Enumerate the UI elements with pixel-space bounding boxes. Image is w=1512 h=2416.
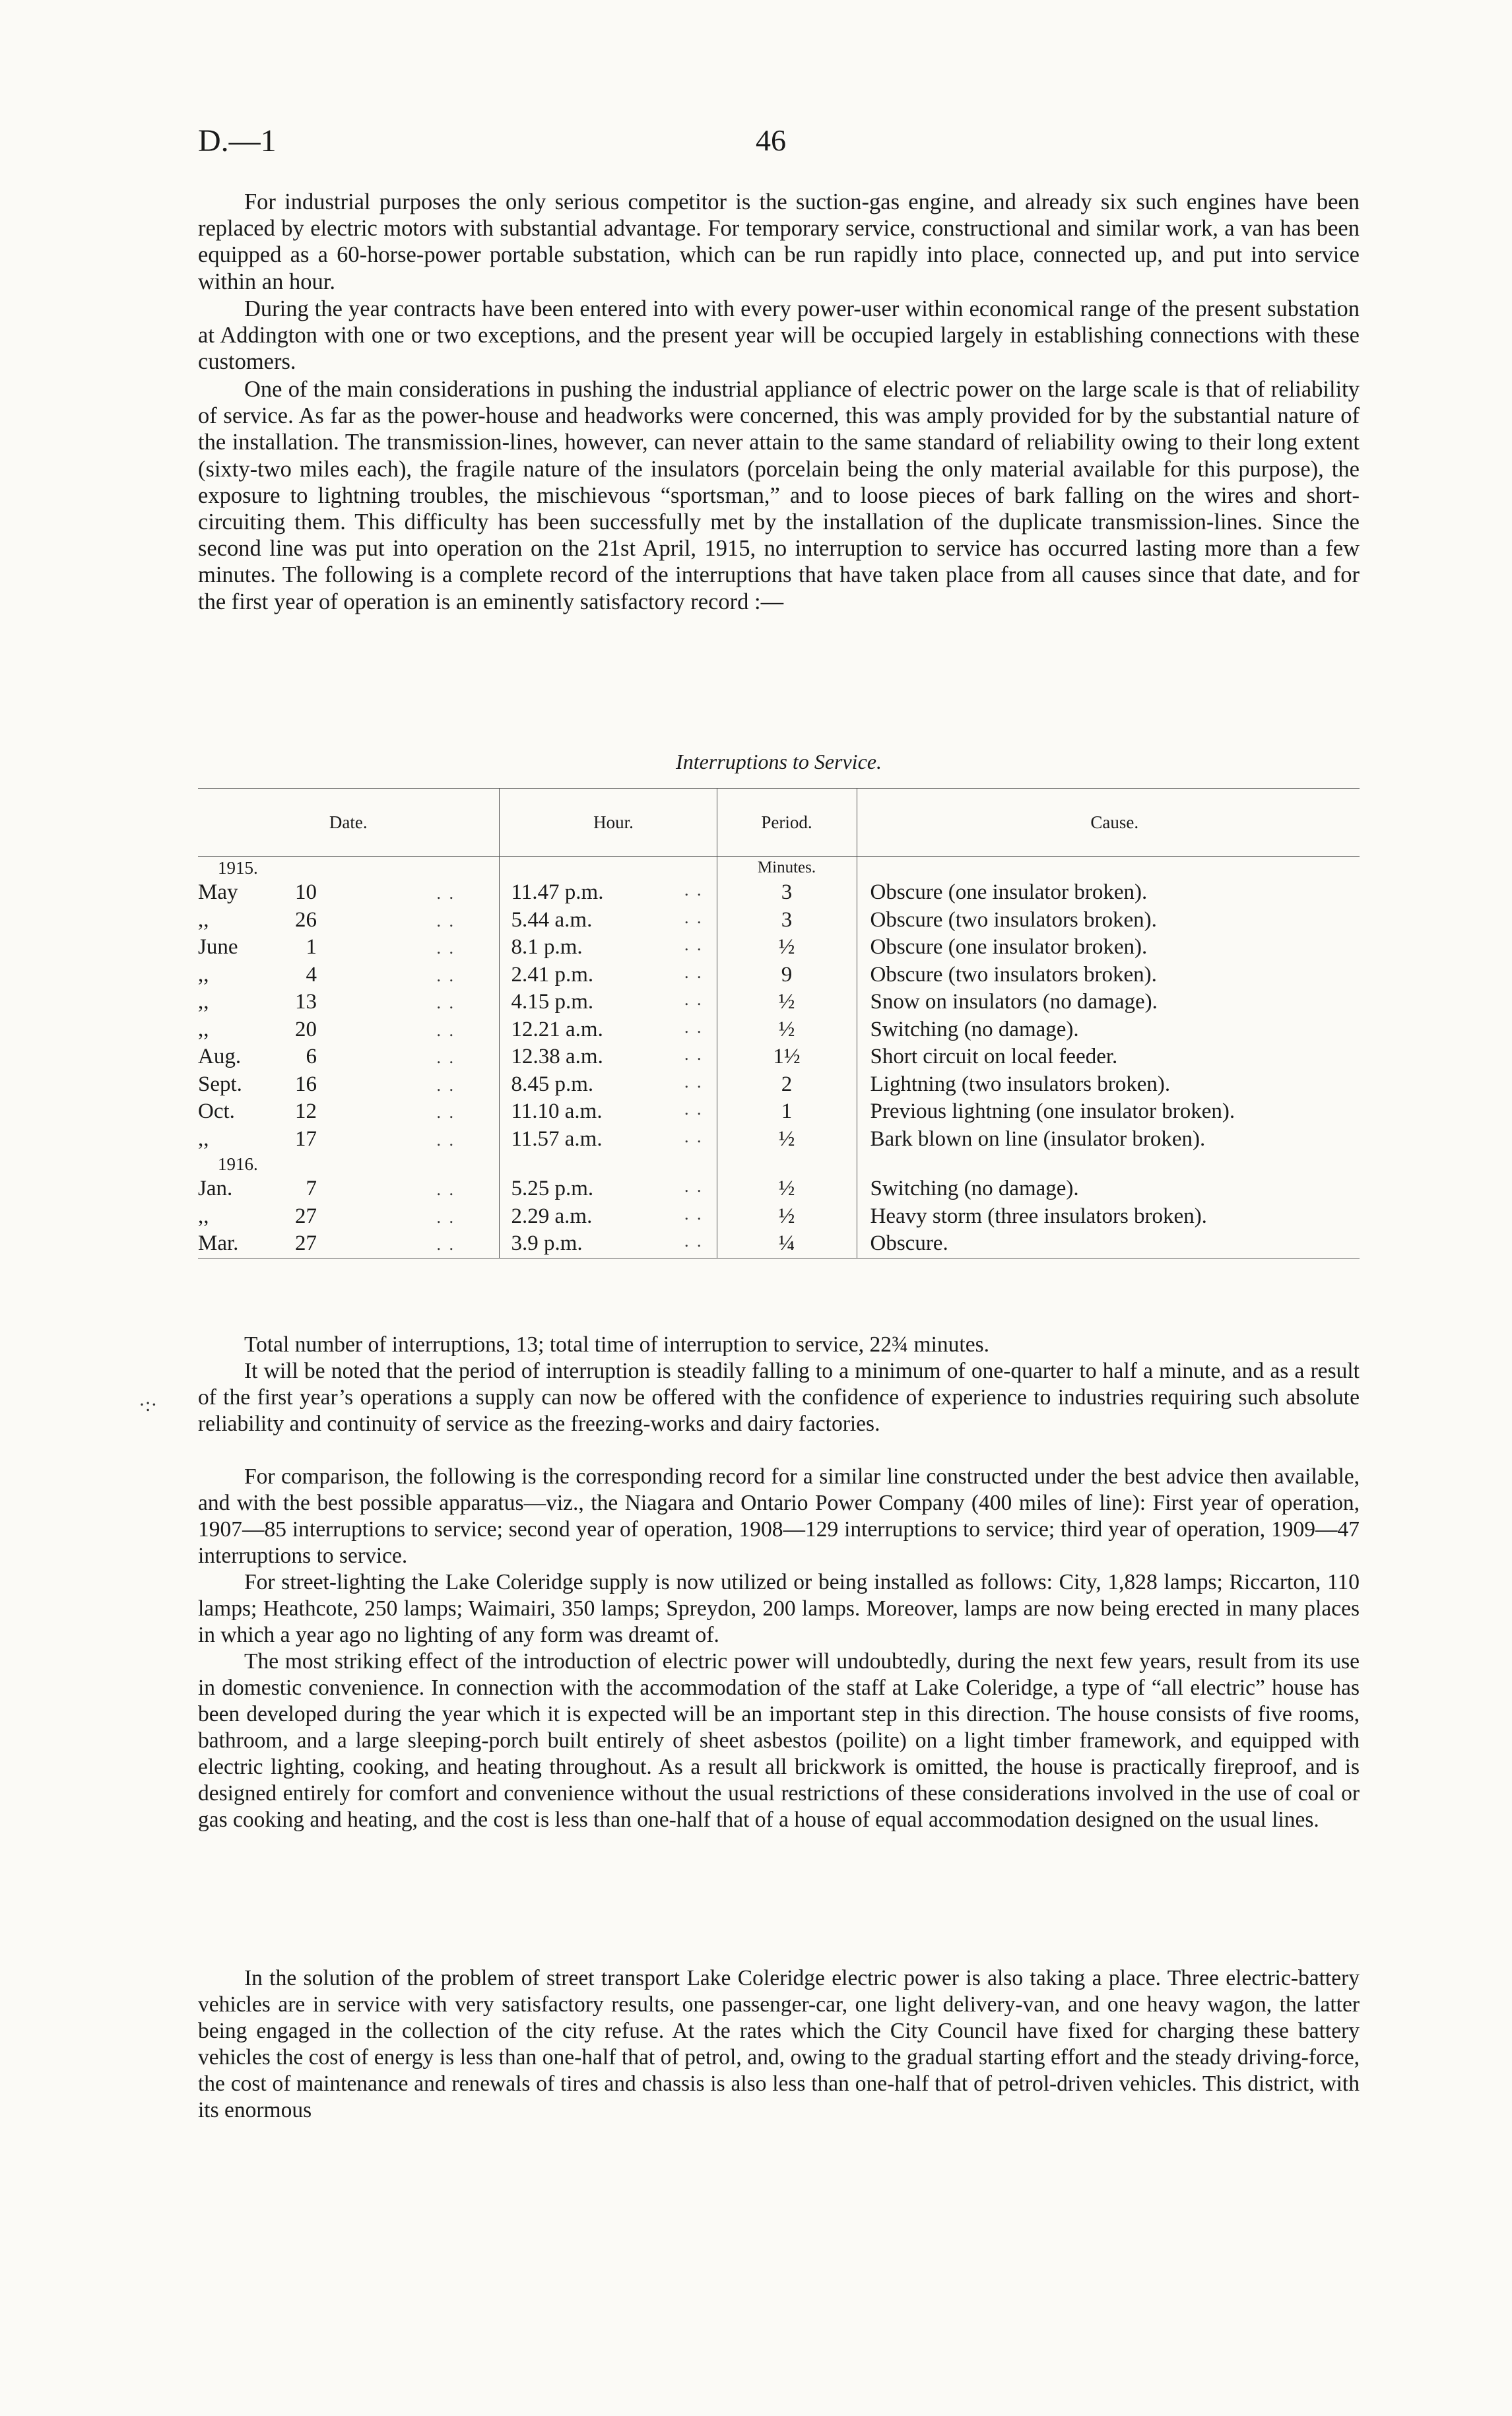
period-cell: ½ [717,1175,857,1203]
leader-dots: . . [684,1017,704,1037]
leader-dots: . . [684,962,704,982]
hour-cell [499,907,717,934]
leader-dots: . . [436,911,455,930]
table-row [198,962,1360,989]
table-row [198,934,1360,962]
table-row [198,1098,1360,1126]
interruptions-table [198,788,1360,1258]
period-cell: 3 [717,879,857,907]
table-row [198,907,1360,934]
hour-cell [499,1016,717,1044]
day: 10 [295,880,317,905]
paragraph-contracts: During the year contracts have been entered into with every power-user within economical range of the present substation at Addington with one or two exceptions, and the present year will be occupied largely in establishing connections with these customers. [198,296,1360,375]
hour-value: 12.21 a.m. [511,1017,603,1041]
period-cell: 9 [717,962,857,989]
date-cell [198,1126,499,1154]
hour-value: 8.45 p.m. [511,1072,594,1096]
cause-cell: Switching (no damage). [857,1175,1360,1203]
day: 16 [295,1072,317,1096]
header-hour: Hour. [499,789,717,857]
leader-dots: . . [684,1045,704,1064]
day: 27 [295,1231,317,1256]
leader-dots: . . [436,938,455,958]
leader-dots: . . [684,907,704,927]
table-row [198,1071,1360,1099]
leader-dots: . . [684,1231,704,1251]
table-row [198,879,1360,907]
year-label: 1915. [218,857,258,878]
table-row [198,1016,1360,1044]
period-cell: 1 [717,1098,857,1126]
date-cell [198,962,499,989]
leader-dots: . . [436,1048,455,1068]
hour-value: 2.29 a.m. [511,1204,593,1228]
month: Jan. [198,1177,233,1201]
leader-dots: . . [436,1235,455,1255]
interruptions-table-wrap [198,788,1360,1258]
table-header-row [198,789,1360,857]
date-cell [198,1230,499,1258]
day: 26 [295,907,317,932]
cause-cell: Obscure. [857,1230,1360,1258]
date-cell [198,1071,499,1099]
leader-dots: . . [436,993,455,1013]
hour-cell [499,989,717,1016]
hour-value: 12.38 a.m. [511,1045,603,1069]
paragraph-reliability: One of the main considerations in pushing the industrial appliance of electric power on the large scale is that of reliability of service. As far as the power-house and headworks were concerned, this was amply provided for by the substantial nature of the installation. The transmission-lines, however, can never attain to the same standard of reliability owing to their long extent (sixty-two miles each), the fragile nature of the insulators (porcelain being the only material available for this purpose), the exposure to lightning troubles, the mischievous “sportsman,” and to loose pieces of bark falling on the wires and short-circuiting them. This difficulty has been successfully met by the installation of the duplicate transmission-lines. Since the second line was put into operation on the 21st April, 1915, no interruption to service has occurred lasting more than a few minutes. The following is a complete record of the interruptions that have taken place from all causes since that date, and for the first year of operation is an eminently satisfactory record :— [198,377,1360,614]
margin-mark-icon: ·:· [139,1394,158,1416]
day: 6 [306,1045,317,1069]
leader-dots: . . [436,884,455,903]
date-cell [198,1203,499,1231]
year-row-1916 [198,1153,1360,1175]
paragraph-industrial: For industrial purposes the only serious competitor is the suction-gas engine, and already six such engines have been replaced by electric motors with substantial advantage. For temporary service, constructional and similar work, a van has been equipped as a 60-horse-power portable substation, which can be run rapidly into place, connected up, and put into service within an hour. [198,189,1360,294]
leader-dots: . . [684,1204,704,1224]
series-code: D.—1 [198,123,277,158]
date-cell [198,1016,499,1044]
period-cell: 2 [717,1071,857,1099]
date-cell [198,989,499,1016]
date-cell [198,1098,499,1126]
hour-value: 3.9 p.m. [511,1231,583,1256]
header-date: Date. [198,789,499,857]
day: 27 [295,1204,317,1228]
month: June [198,935,238,960]
hour-cell [499,1203,717,1231]
period-cell: ½ [717,934,857,962]
header-cause: Cause. [857,789,1360,857]
cause-cell: Obscure (one insulator broken). [857,934,1360,962]
hour-value: 11.10 a.m. [511,1099,603,1124]
day: 20 [295,1017,317,1041]
day: 12 [295,1099,317,1124]
paragraph-period-note: It will be noted that the period of interruption is steadily falling to a minimum of one-quarter to half a minute, and as a result of the first year’s operations a supply can now be offered with the confidence of experience to industries requiring such absolute reliability and continuity of service as the freezing-works and dairy factories. [198,1359,1360,1436]
day: 1 [306,935,317,960]
hour-value: 5.25 p.m. [511,1177,594,1201]
hour-value: 11.57 a.m. [511,1126,603,1151]
hour-value: 11.47 p.m. [511,880,604,905]
date-cell [198,1175,499,1203]
period-cell: 1½ [717,1043,857,1071]
month: Mar. [198,1231,239,1256]
date-cell [198,934,499,962]
leader-dots: . . [436,1180,455,1200]
leader-dots: . . [436,1020,455,1040]
month: Sept. [198,1072,242,1096]
paragraph-transport: In the solution of the problem of street transport Lake Coleridge electric power is also taking a place. Three electric-battery vehicles are in service with very satisfactory results, one passenger-car, one light delivery-van, and one heavy wagon, the latter being engaged in the collection of the city refuse. At the rates which the City Council have fixed for charging these battery vehicles the cost of energy is less than one-half that of petrol, and, owing to the gradual starting effort and the steady driving-force, the cost of maintenance and renewals of tires and chassis is also less than one-half that of petrol-driven vehicles. This district, with its enormous [198,1966,1360,2122]
period-cell: ½ [717,1016,857,1044]
hour-cell [499,1175,717,1203]
leader-dots: . . [684,1099,704,1119]
hour-cell [499,879,717,907]
hour-cell [499,934,717,962]
leader-dots: . . [436,1130,455,1150]
cause-cell: Bark blown on line (insulator broken). [857,1126,1360,1154]
header-period: Period. [717,789,857,857]
cause-cell: Obscure (two insulators broken). [857,962,1360,989]
month: ,, [198,962,209,987]
cause-cell: Snow on insulators (no damage). [857,989,1360,1016]
day: 17 [295,1126,317,1151]
period-cell: ½ [717,1126,857,1154]
cause-cell: Short circuit on local feeder. [857,1043,1360,1071]
period-unit: Minutes. [717,857,857,880]
cause-cell: Lightning (two insulators broken). [857,1071,1360,1099]
date-cell [198,1043,499,1071]
leader-dots: . . [436,1103,455,1123]
hour-value: 2.41 p.m. [511,962,594,987]
page-number: 46 [756,123,786,157]
leader-dots: . . [436,1207,455,1227]
hour-cell [499,1098,717,1126]
month: ,, [198,1204,209,1228]
month: ,, [198,1017,209,1041]
month: ,, [198,1126,209,1151]
table-row [198,1043,1360,1071]
period-cell: ½ [717,989,857,1016]
date-cell [198,879,499,907]
leader-dots: . . [436,965,455,985]
hour-cell [499,1071,717,1099]
leader-dots: . . [436,1075,455,1095]
table-row [198,1230,1360,1258]
hour-value: 4.15 p.m. [511,990,594,1014]
table-row [198,989,1360,1016]
leader-dots: . . [684,935,704,955]
table-row [198,1175,1360,1203]
day: 4 [306,962,317,987]
paragraph-street-lighting: For street-lighting the Lake Coleridge supply is now utilized or being installed as follows: City, 1,828 lamps; Riccarton, 110 lamps; Heathcote, 250 lamps; Waimairi, 350 lamps; Spreydon, 200 lamps. Moreover, lamps are now being erected in many places in which a year ago no lighting of any form was dreamt of. [198,1570,1360,1647]
hour-cell [499,1230,717,1258]
period-cell: ¼ [717,1230,857,1258]
cause-cell: Switching (no damage). [857,1016,1360,1044]
day: 7 [306,1177,317,1201]
month: Oct. [198,1099,235,1124]
hour-cell [499,1126,717,1154]
hour-cell [499,1043,717,1071]
hour-value: 5.44 a.m. [511,907,593,932]
cause-cell: Heavy storm (three insulators broken). [857,1203,1360,1231]
day: 13 [295,990,317,1014]
table-row [198,1203,1360,1231]
leader-dots: . . [684,1177,704,1196]
leader-dots: . . [684,990,704,1010]
cause-cell: Previous lightning (one insulator broken). [857,1098,1360,1126]
page-header [198,123,1360,169]
year-row-1915 [198,857,1360,880]
year-label: 1916. [218,1154,258,1174]
cause-cell: Obscure (one insulator broken). [857,879,1360,907]
cause-cell: Obscure (two insulators broken). [857,907,1360,934]
paragraph-domestic: The most striking effect of the introduction of electric power will undoubtedly, during the next few years, result from its use in domestic convenience. In connection with the accommodation of the staff at Lake Coleridge, a type of “all electric” house has been developed during the year which it is expected will be an important step in this direction. The house consists of five rooms, bathroom, and a large sleeping-porch built entirely of sheet asbestos (poilite) on a light timber framework, and equipped with electric lighting, cooking, and heating throughout. As a result all brickwork is omitted, the house is practically fireproof, and is designed entirely for comfort and convenience without the usual restrictions of these considerations involved in the use of coal or gas cooking and heating, and the cost is less than one-half that of a house of equal accommodation designed on the usual lines. [198,1649,1360,1832]
hour-value: 8.1 p.m. [511,935,583,960]
month: May [198,880,238,905]
date-cell [198,907,499,934]
paragraph-comparison: For comparison, the following is the corresponding record for a similar line constructed under the best advice then available, and with the best possible apparatus—viz., the Niagara and Ontario Power Company (400 miles of line): First year of operation, 1907—85 interruptions to service; second year of operation, 1908—129 interruptions to service; third year of operation, 1909—47 interruptions to service. [198,1464,1360,1568]
period-cell: 3 [717,907,857,934]
hour-cell [499,962,717,989]
leader-dots: . . [684,880,704,900]
paragraph-total: Total number of interruptions, 13; total time of interruption to service, 22¾ minutes. [244,1332,989,1357]
table-title: Interruptions to Service. [676,750,882,773]
month: ,, [198,907,209,932]
month: ,, [198,990,209,1014]
period-cell: ½ [717,1203,857,1231]
leader-dots: . . [684,1072,704,1092]
table-row [198,1126,1360,1154]
month: Aug. [198,1045,242,1069]
leader-dots: . . [684,1126,704,1146]
